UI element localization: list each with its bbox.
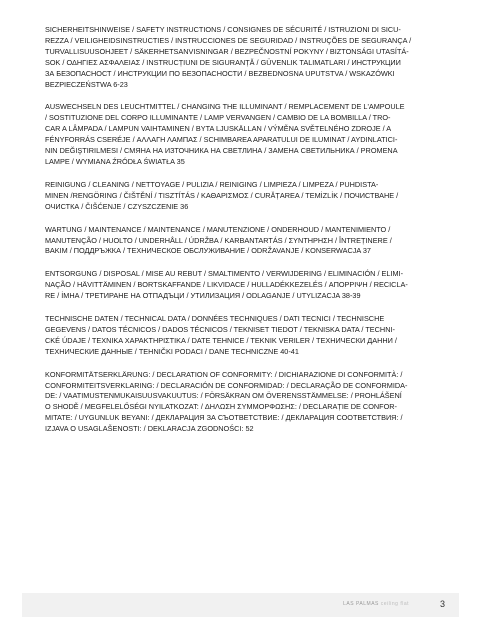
toc-line: BAKIM / ПОДДРЪЖКА / ТЕХНИЧЕСКОЕ ОБСЛУЖИВАНИЕ / ODRŽAVANJE / KONSERWACJA 37 — [45, 246, 371, 256]
toc-line: / SOSTITUZIONE DEL CORPO ILLUMINANTE / LAMP VERVANGEN / CAMBIO DE LA BOMBILLA / TRO- — [45, 113, 391, 123]
toc-line: TECHNISCHE DATEN / TECHNICAL DATA / DONNÉES TECHNIQUES / DATI TECNICI / TECHNISCHE — [45, 314, 385, 324]
toc-line: ТЕХНИЧЕСКИЕ ДАННЫЕ / TEHNIČKI PODACI / DANE TECHNICZNE 40-41 — [45, 346, 299, 356]
toc-section-cleaning — [45, 180, 449, 213]
toc-line: BEZPIECZEŃSTWA 6-23 — [45, 79, 128, 89]
toc-line: KONFORMITÄTSERKLÄRUNG: / DECLARATION OF CONFORMITY: / DICHIARAZIONE DI CONFORMITÀ: / — [45, 369, 403, 379]
toc-line: O SHODĚ / MEGFELELŐSÉGI NYILATKOZAT: / ΔΗΛΩΣΗ ΣΥΜΜΟΡΦΩΣΗΣ: / DECLARAȚIE DE CONFOR- — [45, 402, 397, 412]
toc-section-maintenance — [45, 225, 449, 258]
toc-line: SOK / ΟΔΗΓΙΕΣ ΑΣΦΑΛΕΙΑΣ / INSTRUCȚIUNI DE SIGURANȚĂ / GÜVENLIK TALIMATLARI / ИНСТРУКЦИИ — [45, 57, 401, 67]
toc-line: ЗА БЕЗОПАСНОСТ / ИНСТРУКЦИИ ПО БЕЗОПАСНОСТИ / BEZBEDNOSNA UPUTSTVA / WSKAZÓWKI — [45, 68, 395, 78]
toc-line: CKÉ ÚDAJE / TEXNIKA ΧΑΡΑΚΤΗΡΙΣΤΙΚΑ / DATE TEHNICE / TEKNIK VERILER / ТЕХНИЧЕСКИ ДАННИ / — [45, 335, 397, 345]
toc-line: MITATE: / UYGUNLUK BEYANI: / ДЕКЛАРАЦИЯ ЗА СЪОТВЕТСТВИЕ: / ДЕКЛАРАЦИЯ СООТВЕТСТВИЯ: / — [45, 413, 403, 423]
toc-section-conformity — [45, 370, 449, 435]
toc-line: TURVALLISUUSOHJEET / SÄKERHETSANVISNINGAR / BEZPEČNOSTNÍ POKYNY / BIZTONSÁGI UTASÍTÁ- — [45, 46, 409, 56]
toc-line: CONFORMITEITSVERKLARING: / DECLARACIÓN DE CONFORMIDAD: / DECLARAÇÃO DE CONFORMIDA- — [45, 380, 408, 390]
toc-line: IZJAVA O USAGLAŠENOSTI: / DEKLARACJA ZGODNOŚCI: 52 — [45, 424, 254, 434]
toc-line: ОЧИСТКА / ČIŠĆENJE / CZYSZCZENIE 36 — [45, 201, 189, 211]
toc-line: MANUTENÇÃO / HUOLTO / UNDERHÅLL / ÚDRŽBA / KARBANTARTÁS / ΣΥΝΤΗΡΗΣΗ / ÎNTREȚINERE / — [45, 235, 392, 245]
toc-line: REZZA / VEILIGHEIDSINSTRUCTIES / INSTRUCCIONES DE SEGURIDAD / INSTRUÇÕES DE SEGURANÇA / — [45, 35, 412, 45]
table-of-contents — [45, 25, 449, 447]
toc-line: REINIGUNG / CLEANING / NETTOYAGE / PULIZIA / REINIGING / LIMPIEZA / LIMPEZA / PUHDISTA- — [45, 179, 379, 189]
toc-section-safety — [45, 25, 449, 90]
toc-line: MINEN /RENGÖRING / ČIŠTĚNÍ / TISZTÍTÁS / ΚΑΘΑΡΙΣΜΟΣ / CURĂȚAREA / TEMİZLİK / ПОЧИСТВАНЕ / — [45, 190, 399, 200]
page-number: 3 — [439, 599, 445, 609]
toc-section-technical — [45, 314, 449, 358]
brand-subtitle: ceiling flat — [380, 601, 409, 607]
toc-line: RE / İMHA / ТРЕТИРАНЕ НА ОТПАДЪЦИ / УТИЛИЗАЦИЯ / ODLAGANJE / UTYLIZACJA 38-39 — [45, 291, 361, 301]
toc-line: ENTSORGUNG / DISPOSAL / MISE AU REBUT / SMALTIMENTO / VERWIJDERING / ELIMINACIÓN / ELIMI- — [45, 269, 404, 279]
toc-line: SICHERHEITSHINWEISE / SAFETY INSTRUCTIONS / CONSIGNES DE SÉCURITÉ / ISTRUZIONI DI SICU- — [45, 25, 401, 34]
toc-line: LAMPE / WYMIANA ŹRÓDŁA ŚWIATŁA 35 — [45, 156, 185, 166]
toc-section-disposal — [45, 269, 449, 302]
page-footer — [22, 593, 459, 617]
toc-line: FÉNYFORRÁS CSERÉJE / ΑΛΛΑΓΗ ΛΑΜΠΑΣ / SCHIMBAREA APARATULUI DE ILUMINAT / AYDINLATICI- — [45, 135, 398, 145]
toc-line: NAÇÃO / HÄVITTÄMINEN / BORTSKAFFANDE / LIKVIDACE / HULLADÉKKEZELÉS / ΑΠΟΡΡΙΨΗ / RECICLA- — [45, 280, 408, 290]
toc-line: AUSWECHSELN DES LEUCHTMITTEL / CHANGING THE ILLUMINANT / REMPLACEMENT DE L'AMPOULE — [45, 102, 405, 112]
toc-line: WARTUNG / MAINTENANCE / MAINTENANCE / MANUTENZIONE / ONDERHOUD / MANTENIMIENTO / — [45, 224, 391, 234]
brand-name: LAS PALMAS — [343, 601, 379, 607]
toc-line: DE: / VAATIMUSTENMUKAISUUSVAKUUTUS: / FÖRSÄKRAN OM ÖVERENSSTÄMMELSE: / PROHLÁŠENÍ — [45, 391, 402, 401]
toc-section-illuminant — [45, 102, 449, 167]
footer-brand — [343, 601, 409, 607]
toc-line: CAR A LÂMPADA / LAMPUN VAIHTAMINEN / BYTA LJUSKÄLLAN / VÝMĚNA SVĚTELNÉHO ZDROJE / A — [45, 124, 392, 134]
toc-line: GEGEVENS / DATOS TÉCNICOS / DADOS TÉCNICOS / TEKNISET TIEDOT / TEKNISKA DATA / TECHNI- — [45, 324, 395, 334]
toc-line: NIN DEĞIŞTIRILMESI / СМЯНА НА ИЗТОЧНИКА НА СВЕТЛИНА / ЗАМЕНА СВЕТИЛЬНИКА / PROMENA — [45, 146, 398, 156]
